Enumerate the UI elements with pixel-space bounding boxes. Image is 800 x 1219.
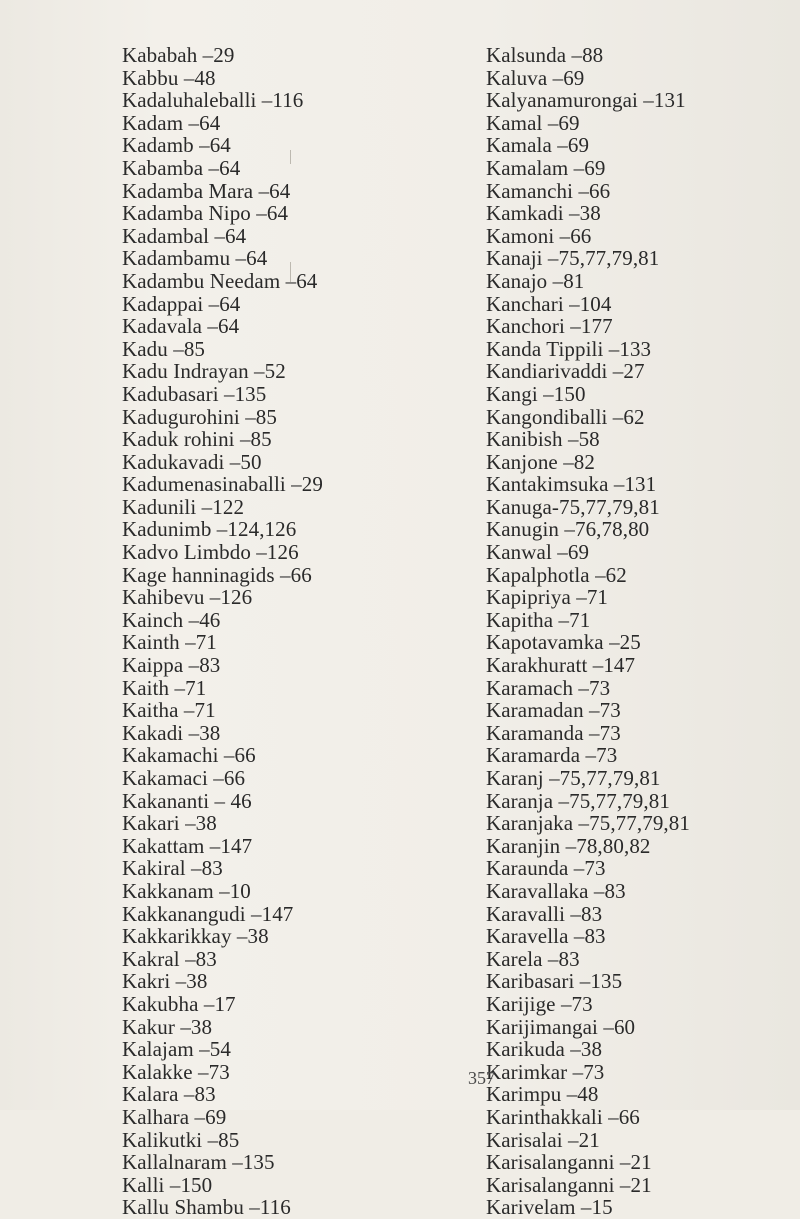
- index-entry: Kakadi –38: [122, 720, 221, 745]
- index-entry: Kallalnaram –135: [122, 1150, 275, 1175]
- index-entry: Kadunimb –124,126: [122, 517, 297, 542]
- index-entry: Kadugurohini –85: [122, 404, 277, 429]
- index-entry: Kandiarivaddi –27: [486, 359, 645, 384]
- index-entry: Kamala –69: [486, 133, 590, 158]
- index-entry: Kaippa –83: [122, 653, 221, 678]
- index-entry: Kapotavamka –25: [486, 630, 641, 655]
- index-entry: Karisalai –21: [486, 1127, 600, 1152]
- index-entry: Kababah –29: [122, 43, 235, 67]
- index-entry: Kadvo Limbdo –126: [122, 540, 299, 565]
- index-entry: Kamanchi –66: [486, 178, 611, 203]
- index-column-right: [486, 44, 690, 1219]
- index-entry: Karakhuratt –147: [486, 653, 636, 678]
- index-entry: Karimkar –73: [486, 1059, 605, 1084]
- index-entry: Kalsunda –88: [486, 43, 604, 67]
- index-entry: Karijige –73: [486, 991, 593, 1016]
- index-entry: Kakkarikkay –38: [122, 924, 269, 949]
- index-entry: Kanwal –69: [486, 540, 590, 565]
- index-entry: Kadambal –64: [122, 223, 247, 248]
- index-entry: Kakamaci –66: [122, 766, 246, 790]
- index-entry: Kadukavadi –50: [122, 449, 262, 474]
- index-entry: Kadappai –64: [122, 291, 241, 316]
- index-entry: Kanugin –76,78,80: [486, 517, 650, 542]
- index-entry: Kadamba Nipo –64: [122, 201, 289, 226]
- index-entry: Kakkanam –10: [122, 878, 251, 903]
- index-entry: Kakkanangudi –147: [122, 901, 294, 926]
- index-entry: Kakamachi –66: [122, 743, 256, 768]
- index-entry: Kage hanninagids –66: [122, 562, 312, 587]
- index-entry: Karinthakkali –66: [486, 1104, 640, 1129]
- index-column-left: [122, 44, 323, 1219]
- index-entry: Kalakke –73: [122, 1059, 230, 1084]
- index-entry: Karela –83: [486, 946, 580, 971]
- index-entry: Karanja –75,77,79,81: [486, 788, 670, 813]
- index-entry: Kadambamu –64: [122, 246, 268, 271]
- index-entry: Karamadan –73: [486, 698, 621, 723]
- index-entry: Karisalanganni –21: [486, 1150, 652, 1175]
- index-entry: Kaitha –71: [122, 698, 216, 723]
- index-entry: Kakiral –83: [122, 856, 223, 881]
- index-entry: Karavallaka –83: [486, 878, 626, 903]
- index-entry: Karamarda –73: [486, 743, 618, 768]
- index-entry: Karanjaka –75,77,79,81: [486, 811, 690, 836]
- index-entry: Kainth –71: [122, 630, 217, 655]
- index-entry: Kadavala –64: [122, 314, 240, 339]
- index-entry: Kamkadi –38: [486, 201, 601, 226]
- index-entry: Karanjin –78,80,82: [486, 833, 651, 858]
- index-entry: Kamalam –69: [486, 155, 606, 180]
- index-entry: Kadumenasinaballi –29: [122, 472, 323, 497]
- index-entry: Karanj –75,77,79,81: [486, 766, 661, 790]
- index-entry: Kakari –38: [122, 811, 217, 836]
- index-entry: Kapipriya –71: [486, 585, 609, 610]
- index-entry: Kanibish –58: [486, 427, 600, 452]
- index-entry: Kadunili –122: [122, 494, 245, 519]
- index-entry: Kangi –150: [486, 381, 586, 406]
- index-entry: Karamanda –73: [486, 720, 621, 745]
- index-entry: Kapalphotla –62: [486, 562, 627, 587]
- index-entry: Kakubha –17: [122, 991, 236, 1016]
- index-entry: Kapitha –71: [486, 607, 591, 632]
- index-entry: Kanjone –82: [486, 449, 595, 474]
- index-entry: Kanda Tippili –133: [486, 336, 652, 361]
- index-entry: Kadubasari –135: [122, 381, 267, 406]
- index-entry: Kadaluhaleballi –116: [122, 88, 304, 113]
- index-entry: Kamoni –66: [486, 223, 592, 248]
- index-entry: Karimpu –48: [486, 1082, 599, 1107]
- index-entry: Kantakimsuka –131: [486, 472, 657, 497]
- index-entry: Kalyanamurongai –131: [486, 88, 686, 113]
- index-entry: Kadambu Needam –64: [122, 268, 318, 293]
- index-entry: Kakri –38: [122, 969, 208, 994]
- index-entry: Kalhara –69: [122, 1104, 227, 1129]
- index-entry: Karibasari –135: [486, 969, 623, 994]
- index-entry: Karaunda –73: [486, 856, 606, 881]
- index-entry: Karamach –73: [486, 675, 611, 700]
- index-entry: Kanchori –177: [486, 314, 613, 339]
- index-entry: Karivelam –15: [486, 1195, 613, 1219]
- index-entry: Kangondiballi –62: [486, 404, 645, 429]
- index-entry: Kallu Shambu –116: [122, 1195, 291, 1219]
- index-entry: Kahibevu –126: [122, 585, 253, 610]
- index-entry: Kakananti – 46: [122, 788, 252, 813]
- index-entry: Karavalli –83: [486, 901, 603, 926]
- index-entry: Kanaji –75,77,79,81: [486, 246, 660, 271]
- index-entry: Karijimangai –60: [486, 1014, 636, 1039]
- index-entry: Karisalanganni –21: [486, 1172, 652, 1197]
- index-entry: Karikuda –38: [486, 1037, 603, 1062]
- index-entry: Kanchari –104: [486, 291, 612, 316]
- index-entry: Kadu Indrayan –52: [122, 359, 286, 384]
- index-entry: Kakattam –147: [122, 833, 253, 858]
- index-entry: Kalli –150: [122, 1172, 213, 1197]
- index-entry: Kakur –38: [122, 1014, 213, 1039]
- index-entry: Kaduk rohini –85: [122, 427, 272, 452]
- index-entry: Kakral –83: [122, 946, 217, 971]
- index-entry: Kaluva –69: [486, 65, 585, 90]
- page-number: 357: [468, 1068, 495, 1088]
- index-entry: Kalajam –54: [122, 1037, 231, 1062]
- index-entry: Kadamb –64: [122, 133, 231, 158]
- index-entry: Kabamba –64: [122, 155, 241, 180]
- index-entry: Kadamba Mara –64: [122, 178, 291, 203]
- index-entry: Kabbu –48: [122, 65, 216, 90]
- index-entry: Kadam –64: [122, 110, 221, 135]
- index-entry: Kainch –46: [122, 607, 221, 632]
- index-entry: Kanuga-75,77,79,81: [486, 494, 660, 519]
- index-entry: Karavella –83: [486, 924, 606, 949]
- index-entry: Kanajo –81: [486, 268, 585, 293]
- index-entry: Kaith –71: [122, 675, 207, 700]
- index-entry: Kadu –85: [122, 336, 206, 361]
- index-entry: Kamal –69: [486, 110, 580, 135]
- index-entry: Kalikutki –85: [122, 1127, 240, 1152]
- index-entry: Kalara –83: [122, 1082, 216, 1107]
